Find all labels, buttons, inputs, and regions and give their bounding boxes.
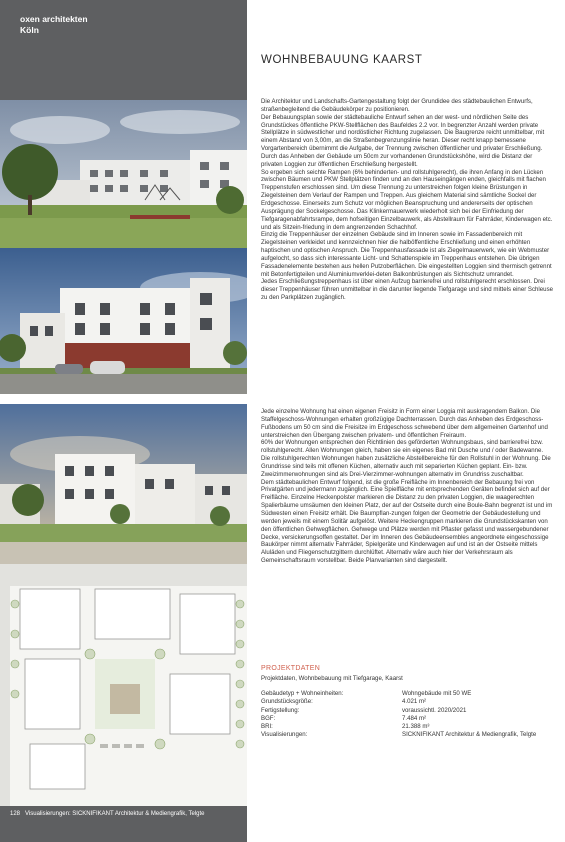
paragraph: Dem städtebaulichen Entwurf folgend, ist die große Freifläche im Innenbereich der Bebauung frei von Privatgärten und jedermann zugänglich. Eine Spielfläche mit entsprechenden Geräten befindet sich auf der Freifläche. Einzelne Heckenpolster markieren die Distanz zu den privaten Loggien, die waagerechten Spalierbäume umsäumen den kleinen Platz, der auf der Ostseite durch eine Boule-Bahn begrenzt ist und im Südwesten einen Freisitz erhält. Die Baumpflan-zungen folgen der Geometrie der Gebäudestellung und werden jeweils mit einem Solitär aufgelöst. Weitere Heckengruppen markieren die Grundstückskanten von den öffentlichen Gehwegflächen. Gehwege und Plätze werden mit Pflaster gefasst und wassergebundener Decke, versickerungsoffen gestaltet. Der im Inneren des Gebäudeensembles angeordnete eingeschossige Baukörper nimmt alternativ Fahrräder, Spielgeräte und Kinderwagen auf und ist an der Ostseite mittels Aluläden und Fliegenschutzgittern durchlüftet. Alternativ wäre auch hier der Verkehrsraum als Gemeinschaftsraum vorstellbar. Beide Planvarianten sind dargestellt. bbox=[261, 478, 553, 565]
fact-value: Wohngebäude mit 50 WE bbox=[402, 690, 472, 697]
table-row bbox=[261, 698, 553, 706]
studio-block bbox=[20, 14, 88, 36]
fact-key: Visualisierungen: bbox=[261, 731, 308, 739]
fact-value: 7.484 m² bbox=[402, 714, 427, 722]
fact-value: voraussichtl. 2020/2021 bbox=[402, 706, 467, 714]
project-facts-table bbox=[261, 690, 553, 740]
table-row bbox=[261, 723, 553, 731]
fact-key: Fertigstellung: bbox=[261, 706, 300, 714]
image-credit: Visualisierungen: SICKNIFIKANT Architektur & Mediengrafik, Telgte bbox=[25, 811, 205, 817]
fact-value: 21.388 m³ bbox=[402, 723, 430, 731]
page-number: 128 bbox=[10, 811, 21, 817]
paragraph: Jede einzelne Wohnung hat einen eigenen Freisitz in Form einer Loggia mit auskragendem Balkon. Die Staffelgeschoss-Wohnungen erhalten großzügige Dachterrassen. Durch das Anheben des Erdgeschoss-Fußbodens um 50 cm sind die Freisitze im Erdgeschoss schwebend über dem allgemeinen Gartenhof und unterstreichen den Übergang zwischen privatem- und öffentlichen Freiraum. bbox=[261, 408, 548, 439]
footer-caption bbox=[10, 810, 204, 818]
rendering-playground-image bbox=[0, 100, 247, 248]
text-column-1 bbox=[261, 98, 553, 302]
paragraph: Jedes Erschließungstreppenhaus ist über einen Aufzug barrierefrei und rollstuhlgerecht erschlossen. Drei dieser Treppenhäuser führen unmittelbar in die darunter liegende Tiefgarage und sind mittels einer Schleuse zu den Parkplätzen zugänglich. bbox=[261, 278, 554, 302]
paragraph: Einzig die Treppenhäuser der einzelnen Gebäude sind im Inneren sowie im Fassadenbereich mit Ziegelsteinen verkleidet und kennzeichnen hier die halböffentliche Erschließung und einen erhöhten haptischen und optischen Anspruch. Die Treppenhausfassade ist als Ziegelmauerwerk, wie ein Webmuster aufgelocht, so dass sich interessante Licht- und Schattenspiele im Treppenhaus entstehen. Die übrigen Fassadenelemente bestehen aus hellen Putzoberflächen. Die eingestellten Loggien sind thermisch getrennt mit Betonfertigteilen und Aluminiumverklei-deten Balkonbrüstungen als Sichtschutz umrandet. bbox=[261, 231, 552, 278]
table-row bbox=[261, 707, 553, 715]
studio-name: oxen architekten bbox=[20, 14, 88, 24]
fact-value: 4.021 m² bbox=[402, 698, 427, 706]
rendering-playground bbox=[0, 100, 247, 248]
site-plan bbox=[0, 564, 247, 806]
fact-key: Grundstücksgröße: bbox=[261, 698, 313, 706]
fact-key: Gebäudetyp + Wohneinheiten: bbox=[261, 690, 344, 697]
project-data-intro-label: Projektdaten, Wohnbebauung mit Tiefgarage, bbox=[261, 675, 384, 682]
fact-value: SICKNIFIKANT Architektur & Mediengrafik, Telgte bbox=[402, 731, 537, 739]
page-title: WOHNBEBAUUNG KAARST bbox=[261, 54, 423, 66]
project-data-intro-value: Kaarst bbox=[385, 675, 403, 682]
table-row bbox=[261, 731, 553, 739]
fact-key: BGF: bbox=[261, 714, 276, 722]
table-row bbox=[261, 715, 553, 723]
rendering-courtyard-image bbox=[0, 404, 247, 564]
paragraph: Die Architektur und Landschafts-Gartengestaltung folgt der Grundidee des städtebaulichen Entwurfs, straßenbegleitend die Gebäudekörper zu positionieren. bbox=[261, 98, 533, 113]
table-row bbox=[261, 690, 553, 698]
studio-city: Köln bbox=[20, 25, 39, 35]
rendering-street bbox=[0, 248, 247, 394]
paragraph: So ergeben sich seichte Rampen (6% behinderten- und rollstuhlgerecht), die ihren Anfang in den Lücken zwischen Bäumen und PKW Stellplätzen finden und an den Hauseingängen enden, gleichfalls mit flachen Treppenstufen erschlossen sind. Um diese Trennung zu unterstreichen folgen kleine Brüstungen in Ziegelsteinen dem Verlauf der Rampen und Treppen. Aus gleichem Material sind sämtliche Sockel der Erdgeschosse. Einerseits zum Schutz vor möglichen Beanspruchung und andererseits der optischen Ausprägung der Sockelgeschosse. Das Klinkermauerwerk wiederholt sich bei der Einfriedung der Tiefgaragenabfahrtsrampe, dem hofseitigen Einzelbauwerk, als Abstellraum für Fahrräder, Kinderwagen etc. und als Sitzein-friedung in dem angrenzenden Schachhof. bbox=[261, 168, 553, 231]
paragraph: Der Bebauungsplan sowie der städtebauliche Entwurf sehen an der west- und nördlichen Seite des Grundstückes öffentliche PKW-Stellflächen des Baufeldes 2.2 vor. In begrenzter Anzahl werden private Stellplätze in südwestlicher und nordöstlicher Richtung zugelassen. Die Baugrenze reicht unmittelbar, mit einem Abstand von 3,00m, an die Straßenbegrenzungslinie heran. Dieser recht knapp bemessene Vorgartenbereich übernimmt die Aufgabe, der Trennung zwischen öffentlicher und privater Erschließung. Durch das Anheben der Gebäude um 50cm zur vorhandenen Grundstückshöhe, wird die Distanz der privaten Loggien zur öffentlichen Erschließung hergestellt. bbox=[261, 113, 545, 168]
paragraph: 60% der Wohnungen entsprechen den Richtlinien des geförderten Wohnungsbaus, sind barrierefrei bzw. rollstuhlgerecht. Allen Wohnungen gleich, haben sie ein eigenes Bad mit Dusche und / oder Badewanne. Die rollstuhlgerechten Wohnungen haben zusätzliche Abstellbereiche für den Rollstuhl in der Wohnung. Die Grundrisse sind teils mit offenen Küchen, alternativ auch mit separierten Küchen geplant. Ein- bzw. Zweizimmerwohnungen sind als Drei-Vierzimmer-wohnungen alternativ im Grundriss zuschaltbar. bbox=[261, 439, 551, 478]
text-column-2 bbox=[261, 408, 553, 565]
project-data-heading: PROJEKTDATEN bbox=[261, 665, 321, 672]
project-data-intro bbox=[261, 675, 403, 682]
rendering-courtyard bbox=[0, 404, 247, 564]
rendering-street-image bbox=[0, 248, 247, 394]
site-plan-image bbox=[0, 564, 247, 806]
fact-key: BRI: bbox=[261, 723, 273, 731]
